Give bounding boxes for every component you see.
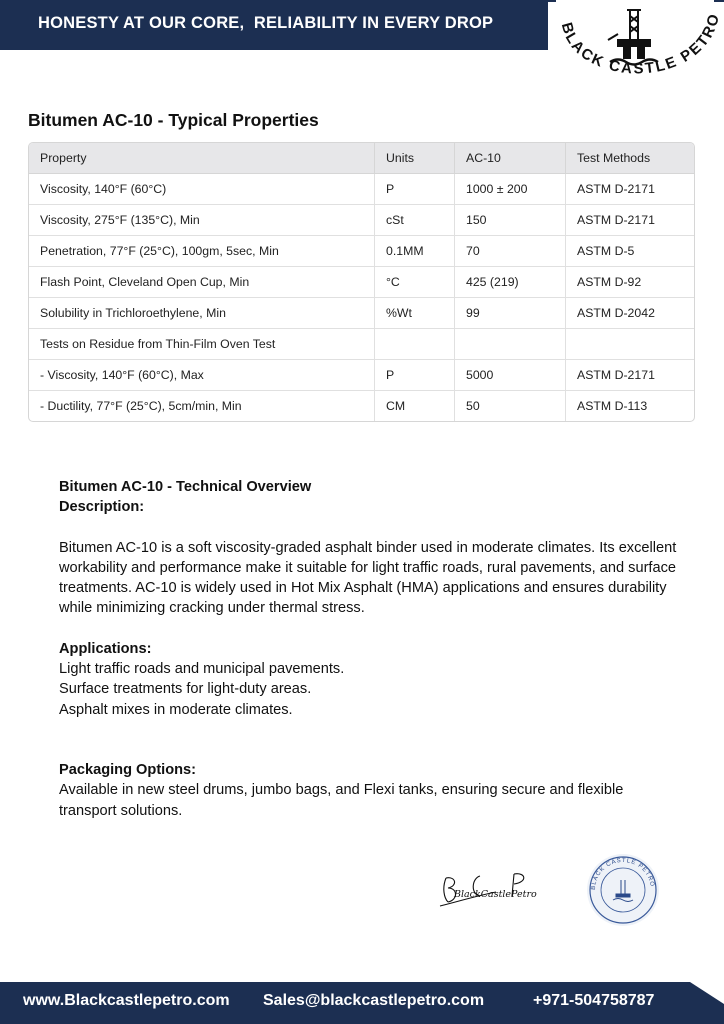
application-item: Surface treatments for light-duty areas. — [59, 681, 312, 698]
units-cell — [375, 329, 455, 360]
property-cell: Viscosity, 140°F (60°C) — [29, 174, 375, 205]
method-cell: ASTM D-2171 — [566, 360, 694, 391]
value-cell: 1000 ± 200 — [455, 174, 566, 205]
footer-website-link[interactable]: www.Blackcastlepetro.com — [23, 992, 230, 1009]
method-cell: ASTM D-2171 — [566, 205, 694, 236]
method-cell: ASTM D-92 — [566, 267, 694, 298]
property-cell: - Viscosity, 140°F (60°C), Max — [29, 360, 375, 391]
property-cell: Flash Point, Cleveland Open Cup, Min — [29, 267, 375, 298]
method-cell — [566, 329, 694, 360]
table-row — [29, 205, 694, 236]
table-row — [29, 174, 694, 205]
header-band — [0, 0, 556, 50]
property-cell: - Ductility, 77°F (25°C), 5cm/min, Min — [29, 391, 375, 421]
column-header-property: Property — [29, 143, 375, 174]
properties-table — [28, 142, 695, 422]
units-cell: P — [375, 174, 455, 205]
application-item: Asphalt mixes in moderate climates. — [59, 701, 293, 718]
units-cell: °C — [375, 267, 455, 298]
method-cell: ASTM D-2171 — [566, 174, 694, 205]
overview-heading: Bitumen AC-10 - Technical Overview — [59, 479, 312, 495]
units-cell: 0.1MM — [375, 236, 455, 267]
table-row — [29, 360, 694, 391]
property-cell: Solubility in Trichloroethylene, Min — [29, 298, 375, 329]
method-cell: ASTM D-113 — [577, 399, 648, 413]
company-logo[interactable] — [548, 2, 724, 100]
table-row — [29, 329, 694, 360]
signature — [436, 866, 546, 914]
table-row — [29, 236, 694, 267]
method-cell: ASTM D-2042 — [566, 298, 694, 329]
value-cell: 5000 — [455, 360, 566, 391]
footer-phone[interactable]: +971-504758787 — [533, 992, 655, 1009]
table-header-row — [29, 143, 694, 174]
packaging-heading: Packaging Options: — [59, 761, 197, 778]
description-heading: Description: — [59, 499, 145, 516]
table-row — [29, 391, 694, 421]
units-cell: %Wt — [375, 298, 455, 329]
value-cell: 50 — [455, 391, 566, 421]
table-row — [29, 298, 694, 329]
units-cell: cSt — [375, 205, 455, 236]
units-cell: P — [375, 360, 455, 391]
value-cell: 99 — [455, 298, 566, 329]
company-stamp — [585, 852, 661, 928]
method-cell: ASTM D-5 — [566, 236, 694, 267]
property-cell: Viscosity, 275°F (135°C), Min — [29, 205, 375, 236]
logo-text: BLACK CASTLE PETRO — [557, 10, 724, 78]
svg-text:BlackCastlePetro: BlackCastlePetro — [454, 889, 537, 900]
property-cell: Tests on Residue from Thin-Film Oven Test — [29, 329, 375, 360]
table-title: Bitumen AC-10 - Typical Properties — [28, 110, 319, 130]
column-header-ac10: AC-10 — [455, 143, 566, 174]
svg-text:BLACK CASTLE PETRO: BLACK CASTLE PETRO — [590, 857, 655, 891]
table-row — [29, 267, 694, 298]
application-item: Light traffic roads and municipal pavements. — [59, 661, 345, 678]
value-cell: 150 — [455, 205, 566, 236]
column-header-test-methods: Test Methods — [566, 143, 694, 174]
tagline: HONESTY AT OUR CORE, RELIABILITY IN EVERY DROP — [38, 14, 494, 32]
value-cell: 425 (219) — [455, 267, 566, 298]
packaging-text: Available in new steel drums, jumbo bags, and Flexi tanks, ensuring secure and flexible transport solutions. — [59, 782, 624, 819]
value-cell — [455, 329, 566, 360]
applications-heading: Applications: — [59, 640, 152, 657]
property-cell: Penetration, 77°F (25°C), 100gm, 5sec, Min — [29, 236, 375, 267]
description-text: Bitumen AC-10 is a soft viscosity-graded asphalt binder used in moderate climates. Its excellent workability and performance make it suitable for light traffic roads, rural pavements, and surface treatments. AC-10 is widely used in Hot Mix Asphalt (HMA) applications and ensures durability while minimizing cracking under thermal stress. — [59, 539, 677, 617]
footer — [0, 982, 724, 1024]
footer-email-link[interactable]: Sales@blackcastlepetro.com — [263, 992, 485, 1009]
value-cell: 70 — [455, 236, 566, 267]
technical-overview — [59, 477, 679, 821]
column-header-units: Units — [375, 143, 455, 174]
units-cell: CM — [375, 391, 455, 421]
